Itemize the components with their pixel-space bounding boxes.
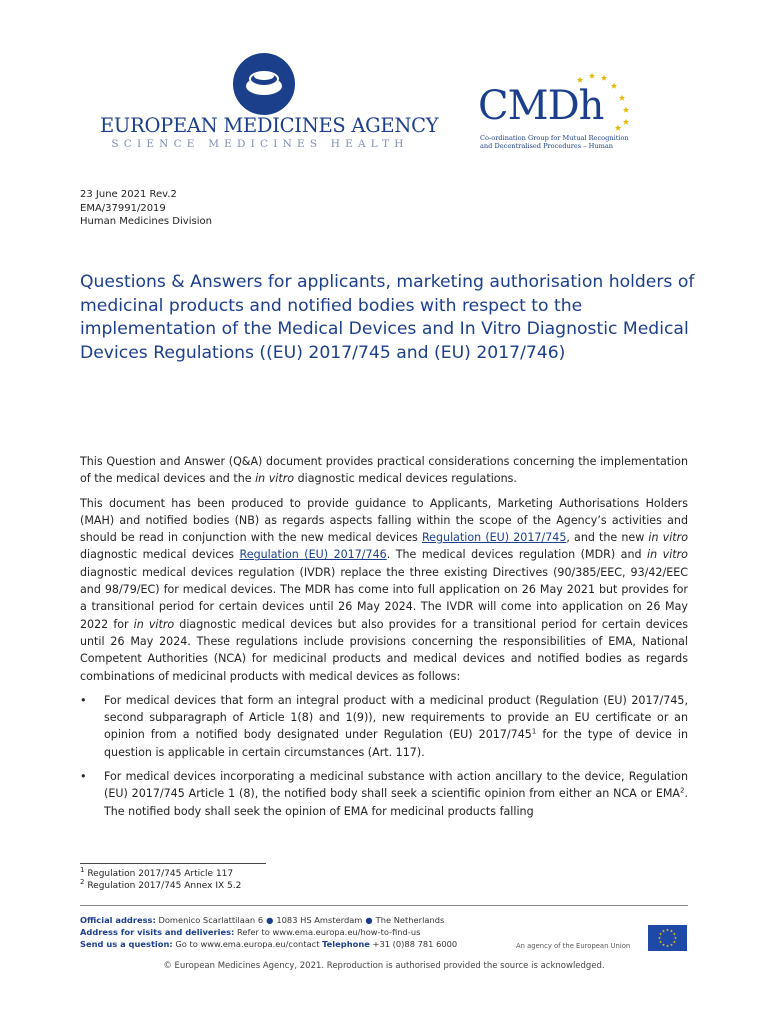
bullet-icon: • bbox=[80, 770, 87, 784]
document-body bbox=[80, 453, 688, 827]
cmdh-star-2 bbox=[589, 73, 595, 79]
copyright: © European Medicines Agency, 2021. Reproduction is authorised provided the source is acknowledged. bbox=[163, 961, 605, 971]
separator-dot: ● bbox=[365, 915, 373, 925]
official-address bbox=[80, 914, 457, 926]
cmdh-star-5 bbox=[619, 95, 625, 101]
text-run: . The notified body shall seek the opinion of EMA for medicinal products falling bbox=[104, 787, 688, 818]
visits-link[interactable]: Refer to www.ema.europa.eu/how-to-find-us bbox=[236, 927, 421, 938]
telephone-number: +31 (0)88 781 6000 bbox=[372, 939, 458, 950]
cmdh-star-1 bbox=[577, 77, 583, 83]
visits-address bbox=[80, 926, 457, 938]
regulation-746-link[interactable]: Regulation (EU) 2017/746 bbox=[239, 548, 387, 562]
text-run: . The medical devices regulation (MDR) and bbox=[386, 548, 648, 562]
document-reference: EMA/37991/2019 bbox=[80, 202, 166, 214]
address-country: The Netherlands bbox=[375, 915, 445, 925]
footnote-ref-2[interactable]: 2 bbox=[680, 786, 685, 795]
cmdh-star-4 bbox=[611, 83, 617, 89]
footnote-number: 1 bbox=[80, 866, 85, 874]
bullet-list bbox=[80, 692, 688, 820]
document-division: Human Medicines Division bbox=[80, 216, 212, 227]
send-question bbox=[80, 938, 457, 950]
visits-label: Address for visits and deliveries: bbox=[80, 927, 235, 938]
document-title: Questions & Answers for applicants, marketing authorisation holders of medicinal products and notified bodies with respect to the implementation of the Medical Devices and In Vitro Diagnostic Medical Devices Regulations ((EU) 2017/745 and (EU) 2017/746) bbox=[80, 272, 695, 363]
cmdh-star-6 bbox=[623, 107, 629, 113]
italic-run: in vitro bbox=[255, 472, 295, 486]
text-run: This Question and Answer (Q&A) document provides practical considerations concerning the implementation of the medical devices and the bbox=[80, 455, 688, 486]
list-item bbox=[80, 768, 688, 820]
ema-tagline: SCIENCE MEDICINES HEALTH bbox=[111, 138, 409, 150]
text-run: For medical devices incorporating a medicinal substance with action ancillary to the device, Regulation (EU) 2017/745 Article 1 (8), the notified body shall seek a scientific opinion from either an NCA or EMA bbox=[104, 770, 688, 801]
ema-logo bbox=[100, 52, 439, 152]
ema-name: EUROPEAN MEDICINES AGENCY bbox=[100, 114, 439, 137]
footnote-ref-1[interactable]: 1 bbox=[531, 727, 537, 736]
text-run: diagnostic medical devices regulation (IVDR) replace the three existing Directives (90/385/EEC, 93/42/EEC and 98/79/EC) for medical devices. The MDR has come into full application on 26 May 2021 but provides for a transitional period for certain devices until 26 May 2024. The IVDR will come into application on 26 May 2022 for bbox=[80, 565, 688, 631]
telephone-label: Telephone bbox=[322, 939, 370, 950]
official-address-label: Official address: bbox=[80, 915, 156, 925]
text-run: This document has been produced to provide guidance to Applicants, Marketing Authorisations Holders (MAH) and notified bodies (NB) as regards aspects falling within the scope of the Agency’s activities and should be read in conjunction with the new medical devices bbox=[80, 496, 688, 545]
cmdh-logo bbox=[474, 68, 649, 158]
footnote-number: 2 bbox=[80, 878, 85, 886]
text-run: , and the new bbox=[566, 531, 649, 545]
list-item bbox=[80, 692, 688, 761]
regulation-745-link[interactable]: Regulation (EU) 2017/745 bbox=[421, 531, 567, 545]
footer-contact bbox=[80, 914, 457, 951]
italic-run: in vitro bbox=[648, 531, 688, 545]
italic-run: in vitro bbox=[647, 548, 688, 562]
footer-divider bbox=[80, 905, 688, 906]
cmdh-star-3 bbox=[601, 75, 607, 81]
document-date: 23 June 2021 Rev.2 bbox=[80, 189, 177, 200]
footnote-divider bbox=[80, 863, 266, 864]
cmdh-mark: CMDh bbox=[478, 83, 604, 129]
footnote-text: Regulation 2017/745 Annex IX 5.2 bbox=[84, 881, 242, 891]
cmdh-star-8 bbox=[615, 125, 621, 131]
address-street: Domenico Scarlattilaan 6 bbox=[158, 915, 264, 925]
ema-emblem-icon bbox=[232, 52, 296, 116]
text-run: diagnostic medical devices bbox=[80, 548, 240, 562]
intro-paragraph bbox=[80, 453, 688, 488]
scope-paragraph bbox=[80, 495, 688, 685]
agency-note: An agency of the European Union bbox=[516, 942, 631, 950]
document-meta bbox=[80, 188, 212, 229]
italic-run: in vitro bbox=[133, 617, 175, 631]
eu-flag-icon bbox=[648, 925, 687, 951]
footnotes bbox=[80, 868, 241, 892]
cmdh-subtitle: Co-ordination Group for Mutual Recognition and Decentralised Procedures – Human bbox=[480, 134, 629, 150]
contact-link[interactable]: Go to www.ema.europa.eu/contact bbox=[175, 939, 320, 950]
text-run: diagnostic medical devices regulations. bbox=[294, 472, 517, 486]
question-label: Send us a question: bbox=[80, 939, 173, 950]
text-run: for the type of device in question is applicable in certain circumstances (Art. 117). bbox=[104, 728, 688, 759]
address-city: 1083 HS Amsterdam bbox=[276, 915, 363, 925]
text-run: For medical devices that form an integral product with a medicinal product (Regulation (EU) 2017/745, second subparagraph of Article 1(8) and 1(9)), new requirements to provide an EU certificate or an opinion from a notified body designated under Regulation (EU) 2017/745 bbox=[104, 693, 688, 742]
cmdh-star-7 bbox=[623, 119, 629, 125]
footnote-1 bbox=[80, 868, 241, 880]
bullet-icon: • bbox=[80, 693, 87, 707]
footnote-text: Regulation 2017/745 Article 117 bbox=[84, 869, 234, 879]
text-run: diagnostic medical devices but also provides for a transitional period for certain devices until 26 May 2024. These regulations include provisions concerning the responsibilities of EMA, National Competent Authorities (NCA) for medicinal products and medical devices and notified bodies as regards combinations of medicinal products with medical devices as follows: bbox=[80, 617, 688, 683]
separator-dot: ● bbox=[266, 915, 274, 925]
footnote-2 bbox=[80, 880, 241, 892]
